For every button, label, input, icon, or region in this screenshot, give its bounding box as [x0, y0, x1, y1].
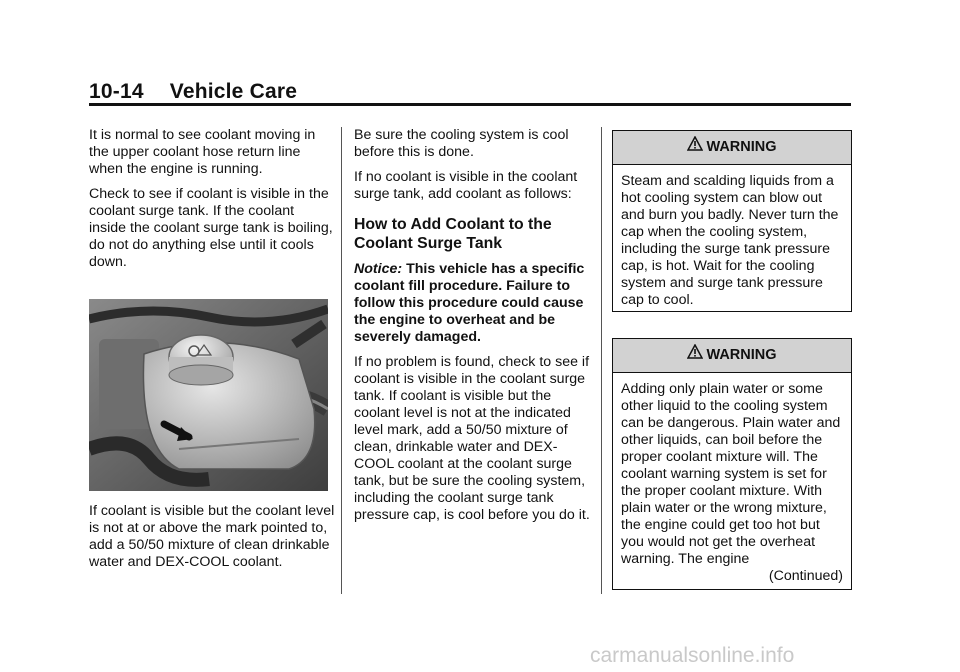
paragraph: Be sure the cooling system is cool before this is done.	[354, 127, 569, 160]
column-2	[354, 127, 590, 532]
warning-triangle-icon	[687, 136, 703, 156]
paragraph: It is normal to see coolant moving in the upper coolant hose return line when the engine is running.	[89, 127, 316, 177]
paragraph: If no coolant is visible in the coolant surge tank, add coolant as follows:	[354, 169, 578, 202]
warning-text: Steam and scalding liquids from a hot cooling system can blow out and burn you badly. Never turn the cap when the cooling system, including the surge tank pressure cap, is hot. Wait for the cooling system and surge tank pressure cap to cool.	[621, 173, 839, 308]
warning-text	[613, 373, 851, 585]
watermark: carmanualsonline.info	[590, 644, 795, 667]
section-title: Vehicle Care	[169, 80, 298, 103]
column-divider	[601, 127, 602, 594]
warning-title: WARNING	[706, 139, 777, 155]
notice	[354, 261, 590, 346]
notice-label: Notice:	[354, 261, 403, 277]
coolant-surge-tank-photo	[89, 299, 328, 491]
warning-body-text: Adding only plain water or some other liquid to the cooling system can be dangerous. Plain water and other liquids, can boil before the proper coolant mixture will. The coolant warning system is set for the proper coolant mixture. With plain water or the wrong mixture, the engine could get too hot but you would not get the overheat warning. The engine	[621, 381, 841, 567]
header-rule	[89, 103, 851, 106]
page-header	[89, 80, 297, 104]
warning-header	[613, 339, 851, 373]
paragraph: If no problem is found, check to see if coolant is visible in the coolant surge tank. If coolant is visible but the coolant level is not at the indicated level mark, add a 50/50 mixture of clean, drinkable water and DEX-COOL coolant at the coolant surge tank, but be sure the cooling system, including the coolant surge tank pressure cap, is cool before you do it.	[354, 354, 590, 523]
warning-box	[612, 130, 852, 312]
section-heading: How to Add Coolant to the Coolant Surge Tank	[354, 216, 552, 252]
engine-bay-illustration	[89, 299, 328, 491]
column-divider	[341, 127, 342, 594]
notice-text: This vehicle has a specific coolant fill procedure. Failure to follow this procedure could cause the engine to overheat and be severely damaged.	[354, 261, 585, 345]
paragraph: If coolant is visible but the coolant level is not at or above the mark pointed to, add a 50/50 mixture of clean drinkable water and DEX-COOL coolant.	[89, 503, 335, 570]
paragraph: Check to see if coolant is visible in the coolant surge tank. If the coolant inside the coolant surge tank is boiling, do not do anything else until it cools down.	[89, 186, 333, 270]
warning-triangle-icon	[687, 344, 703, 364]
continued-label: (Continued)	[768, 568, 843, 584]
warning-title: WARNING	[706, 347, 777, 363]
column-1	[89, 127, 335, 579]
warning-box	[612, 338, 852, 590]
page-number: 10-14	[89, 80, 144, 103]
warning-header	[613, 131, 851, 165]
